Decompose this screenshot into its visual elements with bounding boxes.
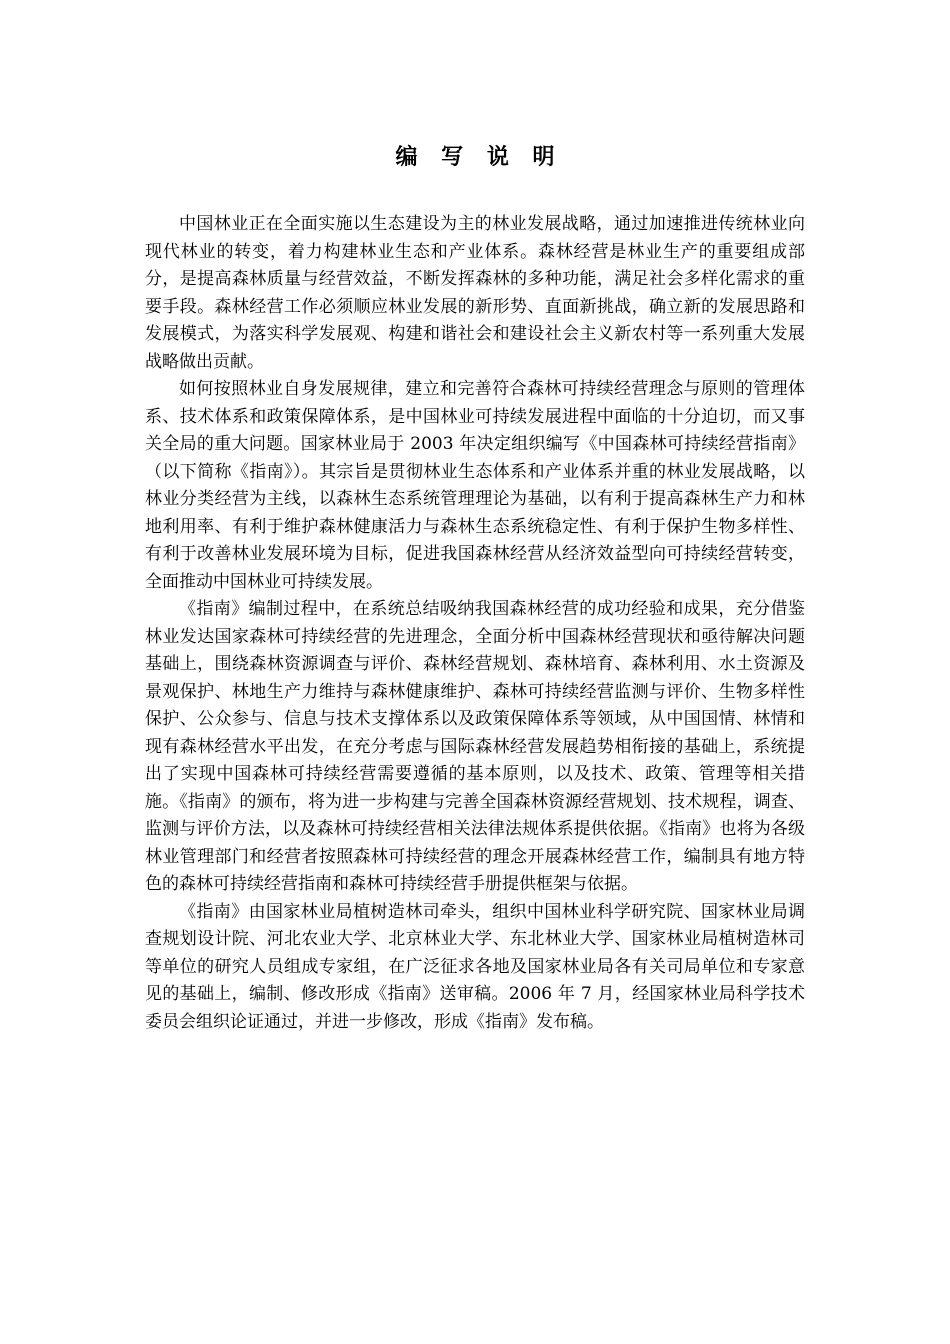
paragraph-3: 《指南》编制过程中，在系统总结吸纳我国森林经营的成功经验和成果，充分借鉴林业发达国家森林可持续经营的先进理念，全面分析中国森林经营现状和亟待解决问题基础上，围绕森林资源调查与评价、森林经营规划、森林培育、森林利用、水土资源及景观保护、林地生产力维持与森林健康维护、森林可持续经营监测与评价、生物多样性保护、公众参与、信息与技术支撑体系以及政策保障体系等领域，从中国国情、林情和现有森林经营水平出发，在充分考虑与国际森林经营发展趋势相衔接的基础上，系统提出了实现中国森林可持续经营需要遵循的基本原则，以及技术、政策、管理等相关措施。《指南》的颁布，将为进一步构建与完善全国森林资源经营规划、技术规程，调查、监测与评价方法，以及森林可持续经营相关法律法规体系提供依据。《指南》也将为各级林业管理部门和经营者按照森林可持续经营的理念开展森林经营工作，编制具有地方特色的森林可持续经营指南和森林可持续经营手册提供框架与依据。 xyxy=(145,599,805,894)
document-page xyxy=(145,140,805,1036)
paragraph-2: 如何按照林业自身发展规律，建立和完善符合森林可持续经营理念与原则的管理体系、技术体系和政策保障体系，是中国林业可持续发展进程中面临的十分迫切，而又事关全局的重大问题。国家林业局于 2003 年决定组织编写《中国森林可持续经营指南》（以下简称《指南》）。其宗旨是贯彻林业生态体系和产业体系并重的林业发展战略，以林业分类经营为主线，以森林生态系统管理理论为基础，以有利于提高森林生产力和林地利用率、有利于维护森林健康活力与森林生态系统稳定性、有利于保护生物多样性、有利于改善林业发展环境为目标，促进我国森林经营从经济效益型向可持续经营转变，全面推动中国林业可持续发展。 xyxy=(145,379,805,592)
paragraph-4: 《指南》由国家林业局植树造林司牵头，组织中国林业科学研究院、国家林业局调查规划设计院、河北农业大学、北京林业大学、东北林业大学、国家林业局植树造林司等单位的研究人员组成专家组，在广泛征求各地及国家林业局各有关司局单位和专家意见的基础上，编制、修改形成《指南》送审稿。2006 年 7 月，经国家林业局科学技术委员会组织论证通过，并进一步修改，形成《指南》发布稿。 xyxy=(145,901,805,1032)
paragraph-1: 中国林业正在全面实施以生态建设为主的林业发展战略，通过加速推进传统林业向现代林业的转变，着力构建林业生态和产业体系。森林经营是林业生产的重要组成部分，是提高森林质量与经营效益，不断发挥森林的多种功能，满足社会多样化需求的重要手段。森林经营工作必须顺应林业发展的新形势、直面新挑战，确立新的发展思路和发展模式，为落实科学发展观、构建和谐社会和建设社会主义新农村等一系列重大发展战略做出贡献。 xyxy=(145,214,805,372)
page-title: 编 写 说 明 xyxy=(395,145,563,170)
